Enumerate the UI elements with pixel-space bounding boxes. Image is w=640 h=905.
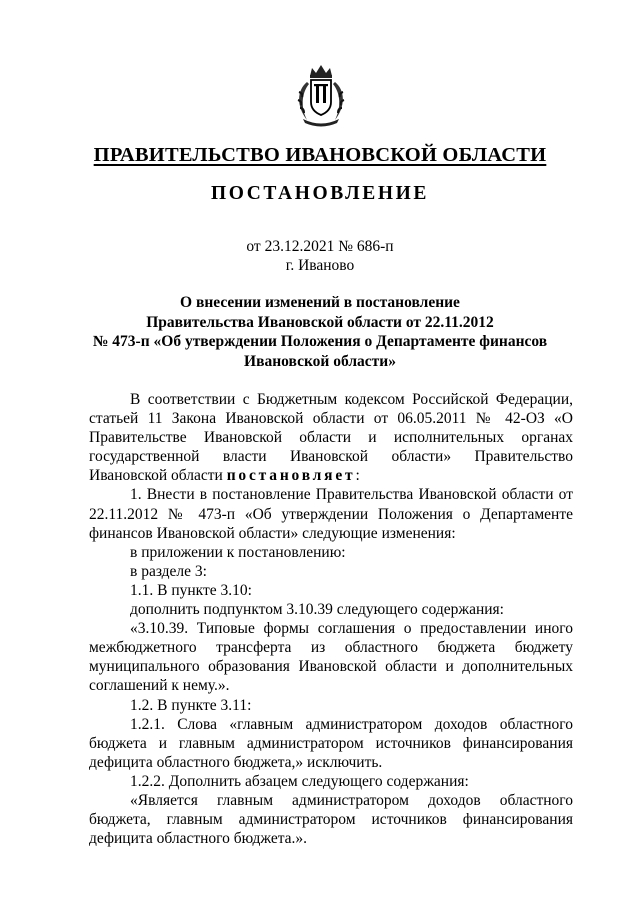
preamble-paragraph	[89, 390, 573, 485]
document-title	[70, 293, 570, 371]
organization-name: ПРАВИТЕЛЬСТВО ИВАНОВСКОЙ ОБЛАСТИ	[93, 144, 547, 166]
body-paragraph: «3.10.39. Типовые формы соглашения о предоставлении иного межбюджетного трансферта из областного бюджета бюджету муниципального образования Ивановской области и дополнительных соглашений к нему.».	[89, 620, 573, 695]
title-line: Ивановской области»	[244, 352, 396, 370]
body-paragraph: 1.2. В пункте 3.11:	[130, 696, 252, 714]
document-body	[89, 390, 573, 848]
emblem-graphic	[293, 62, 349, 128]
resolves-colon: :	[355, 467, 360, 485]
body-paragraph: 1.1. В пункте 3.10:	[130, 581, 252, 599]
body-paragraph: «Является главным администратором доходов областного бюджета, главным администратором источников финансирования дефицита областного бюджета.».	[89, 791, 573, 848]
document-city: г. Иваново	[285, 257, 355, 274]
ivanovo-coat-of-arms-icon	[293, 62, 349, 128]
body-paragraph: дополнить подпунктом 3.10.39 следующего содержания:	[130, 601, 504, 619]
resolves-word: постановляет	[226, 467, 356, 485]
body-paragraph: в разделе 3:	[130, 562, 207, 580]
body-paragraph: 1.2.2. Дополнить абзацем следующего содержания:	[130, 772, 469, 790]
body-paragraph: 1.2.1. Слова «главным администратором доходов областного бюджета и главным администратором источников финансирования дефицита областного бюджета,» исключить.	[89, 715, 573, 771]
body-paragraph: 1. Внести в постановление Правительства Ивановской области от 22.11.2012 № 473-п «Об утверждении Положения о Департаменте финансов Ивановской области» следующие изменения:	[89, 486, 573, 542]
title-line: Правительства Ивановской области от 22.11.2012	[146, 313, 494, 331]
body-paragraph: в приложении к постановлению:	[130, 543, 346, 561]
organization-heading	[0, 142, 640, 168]
title-line: О внесении изменений в постановление	[180, 294, 460, 311]
title-line: № 473-п «Об утверждении Положения о Департаменте финансов	[92, 333, 548, 350]
document-date-number: от 23.12.2021 № 686-п	[246, 238, 394, 255]
document-type: ПОСТАНОВЛЕНИЕ	[210, 183, 430, 204]
preamble-text: В соответствии с Бюджетным кодексом Российской Федерации, статьей 11 Закона Ивановской области от 06.05.2011 № 42-ОЗ «О Правительстве Ивановской области и исполнительных органах государственной власти Ивановской области» Правительство Ивановской области	[89, 391, 573, 485]
